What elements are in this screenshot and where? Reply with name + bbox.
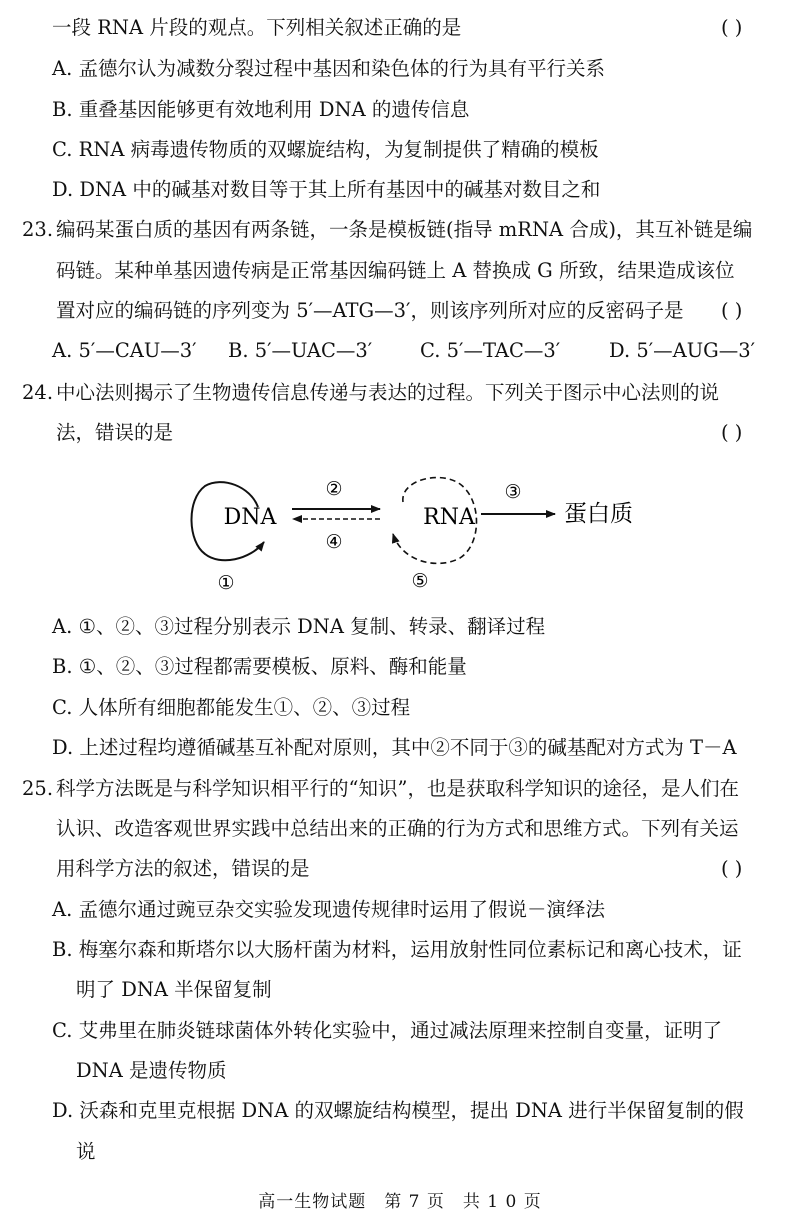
option-text: C. 人体所有细胞都能发生①、②、③过程 xyxy=(52,696,411,719)
process-1-number: ① xyxy=(217,572,235,594)
process-5-number: ⑤ xyxy=(411,570,429,592)
option-text: 明了 DNA 半保留复制 xyxy=(76,978,272,1001)
process-2-number: ② xyxy=(325,478,343,500)
option-text: D. 上述过程均遵循碱基互补配对原则，其中②不同于③的碱基配对方式为 T－A xyxy=(52,736,737,759)
q24-stem-text: 中心法则揭示了生物遗传信息传递与表达的过程。下列关于图示中心法则的说 xyxy=(56,381,720,404)
dna-label: DNA xyxy=(223,505,277,530)
q24-number: 24. xyxy=(22,381,54,404)
q23-option-c: C. 5′—TAC—3′ xyxy=(420,339,561,362)
q22-answer-paren: ( ) xyxy=(721,16,743,39)
option-text: B. 重叠基因能够更有效地利用 DNA 的遗传信息 xyxy=(52,98,470,121)
option-text: 说 xyxy=(76,1140,96,1163)
option-text: DNA 是遗传物质 xyxy=(76,1059,227,1082)
process-4-number: ④ xyxy=(325,531,343,553)
option-text: C. RNA 病毒遗传物质的双螺旋结构，为复制提供了精确的模板 xyxy=(52,138,599,161)
page-footer: 高一生物试题 第 7 页 共 1 0 页 xyxy=(258,1192,542,1212)
option-text: D. DNA 中的碱基对数目等于其上所有基因中的碱基对数目之和 xyxy=(52,178,601,201)
q25-stem-text: 科学方法既是与科学知识相平行的“知识”，也是获取科学知识的途径，是人们在 xyxy=(56,777,739,800)
process-3-number: ③ xyxy=(504,481,522,503)
option-text: A. 孟德尔通过豌豆杂交实验发现遗传规律时运用了假说－演绎法 xyxy=(52,898,605,921)
option-text: D. 沃森和克里克根据 DNA 的双螺旋结构模型，提出 DNA 进行半保留复制的假 xyxy=(52,1099,744,1122)
central-dogma-diagram xyxy=(0,462,800,597)
rna-label: RNA xyxy=(423,505,475,530)
option-text: C. 艾弗里在肺炎链球菌体外转化实验中，通过减法原理来控制自变量，证明了 xyxy=(52,1019,723,1042)
q23-stem-text: 码链。某种单基因遗传病是正常基因编码链上 A 替换成 G 所致，结果造成该位 xyxy=(56,259,735,282)
q23-answer-paren: ( ) xyxy=(721,299,743,322)
option-text: A. 孟德尔认为减数分裂过程中基因和染色体的行为具有平行关系 xyxy=(52,57,605,80)
q23-stem-text: 置对应的编码链的序列变为 5′—ATG—3′，则该序列所对应的反密码子是 xyxy=(56,299,684,322)
q23-number: 23. xyxy=(22,218,54,241)
q25-answer-paren: ( ) xyxy=(721,857,743,880)
q24-answer-paren: ( ) xyxy=(721,421,743,444)
q23-option-d: D. 5′—AUG—3′ xyxy=(609,339,756,362)
q22-stem-text: 一段 RNA 片段的观点。下列相关叙述正确的是 xyxy=(52,16,462,39)
q23-option-a: A. 5′—CAU—3′ xyxy=(52,339,197,362)
option-text: B. 梅塞尔森和斯塔尔以大肠杆菌为材料，运用放射性同位素标记和离心技术，证 xyxy=(52,938,742,961)
q23-option-b: B. 5′—UAC—3′ xyxy=(228,339,373,362)
q23-stem-text: 编码某蛋白质的基因有两条链，一条是模板链(指导 mRNA 合成)，其互补链是编 xyxy=(56,218,753,241)
option-text: B. ①、②、③过程都需要模板、原料、酶和能量 xyxy=(52,655,467,678)
q25-number: 25. xyxy=(22,777,54,800)
option-text: A. ①、②、③过程分别表示 DNA 复制、转录、翻译过程 xyxy=(52,615,546,638)
protein-label: 蛋白质 xyxy=(564,501,633,527)
q24-stem-text: 法，错误的是 xyxy=(56,421,174,444)
q25-stem-text: 用科学方法的叙述，错误的是 xyxy=(56,857,310,880)
q25-stem-text: 认识、改造客观世界实践中总结出来的正确的行为方式和思维方式。下列有关运 xyxy=(56,817,739,840)
